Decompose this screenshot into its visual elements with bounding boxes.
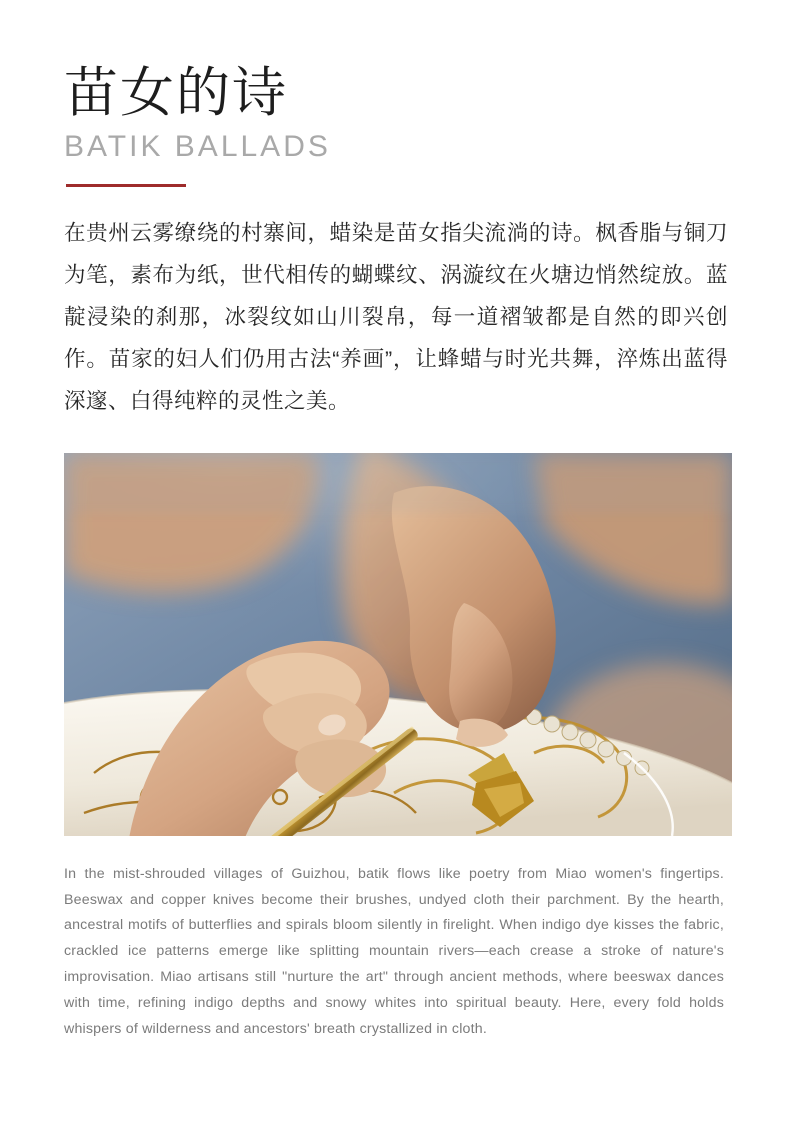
caption-english: In the mist-shrouded villages of Guizhou, batik flows like poetry from Miao women's fingertips. Beeswax and copper knives become their brushes, undyed cloth their parchment. By the hearth, ancestral motifs of butterflies and spirals bloom silently in firelight. When indigo dye kisses the fabric, crackled ice patterns emerge like splitting mountain rivers—each crease a stroke of nature's improvisation. Miao artisans still "nurture the art" through ancient methods, where beeswax dances with time, refining indigo depths and snowy whites into spiritual beauty. Here, every fold holds whispers of wilderness and ancestors' breath crystallized in cloth. (64, 865, 724, 1037)
title-divider (66, 184, 186, 187)
page-title-chinese: 苗女的诗 (64, 63, 288, 123)
batik-photo (64, 453, 732, 836)
page-title-english: BATIK BALLADS (64, 130, 331, 164)
body-paragraph-chinese: 在贵州云雾缭绕的村寨间，蜡染是苗女指尖流淌的诗。枫香脂与铜刀为笔，素布为纸，世代相传的蝴蝶纹、涡漩纹在火塘边悄然绽放。蓝靛浸染的刹那，冰裂纹如山川裂帛，每一道褶皱都是自然的即兴创作。苗家的妇人们仍用古法“养画”，让蜂蜡与时光共舞，淬炼出蓝得深邃、白得纯粹的灵性之美。 (64, 221, 728, 413)
batik-photo-illustration (64, 453, 732, 836)
